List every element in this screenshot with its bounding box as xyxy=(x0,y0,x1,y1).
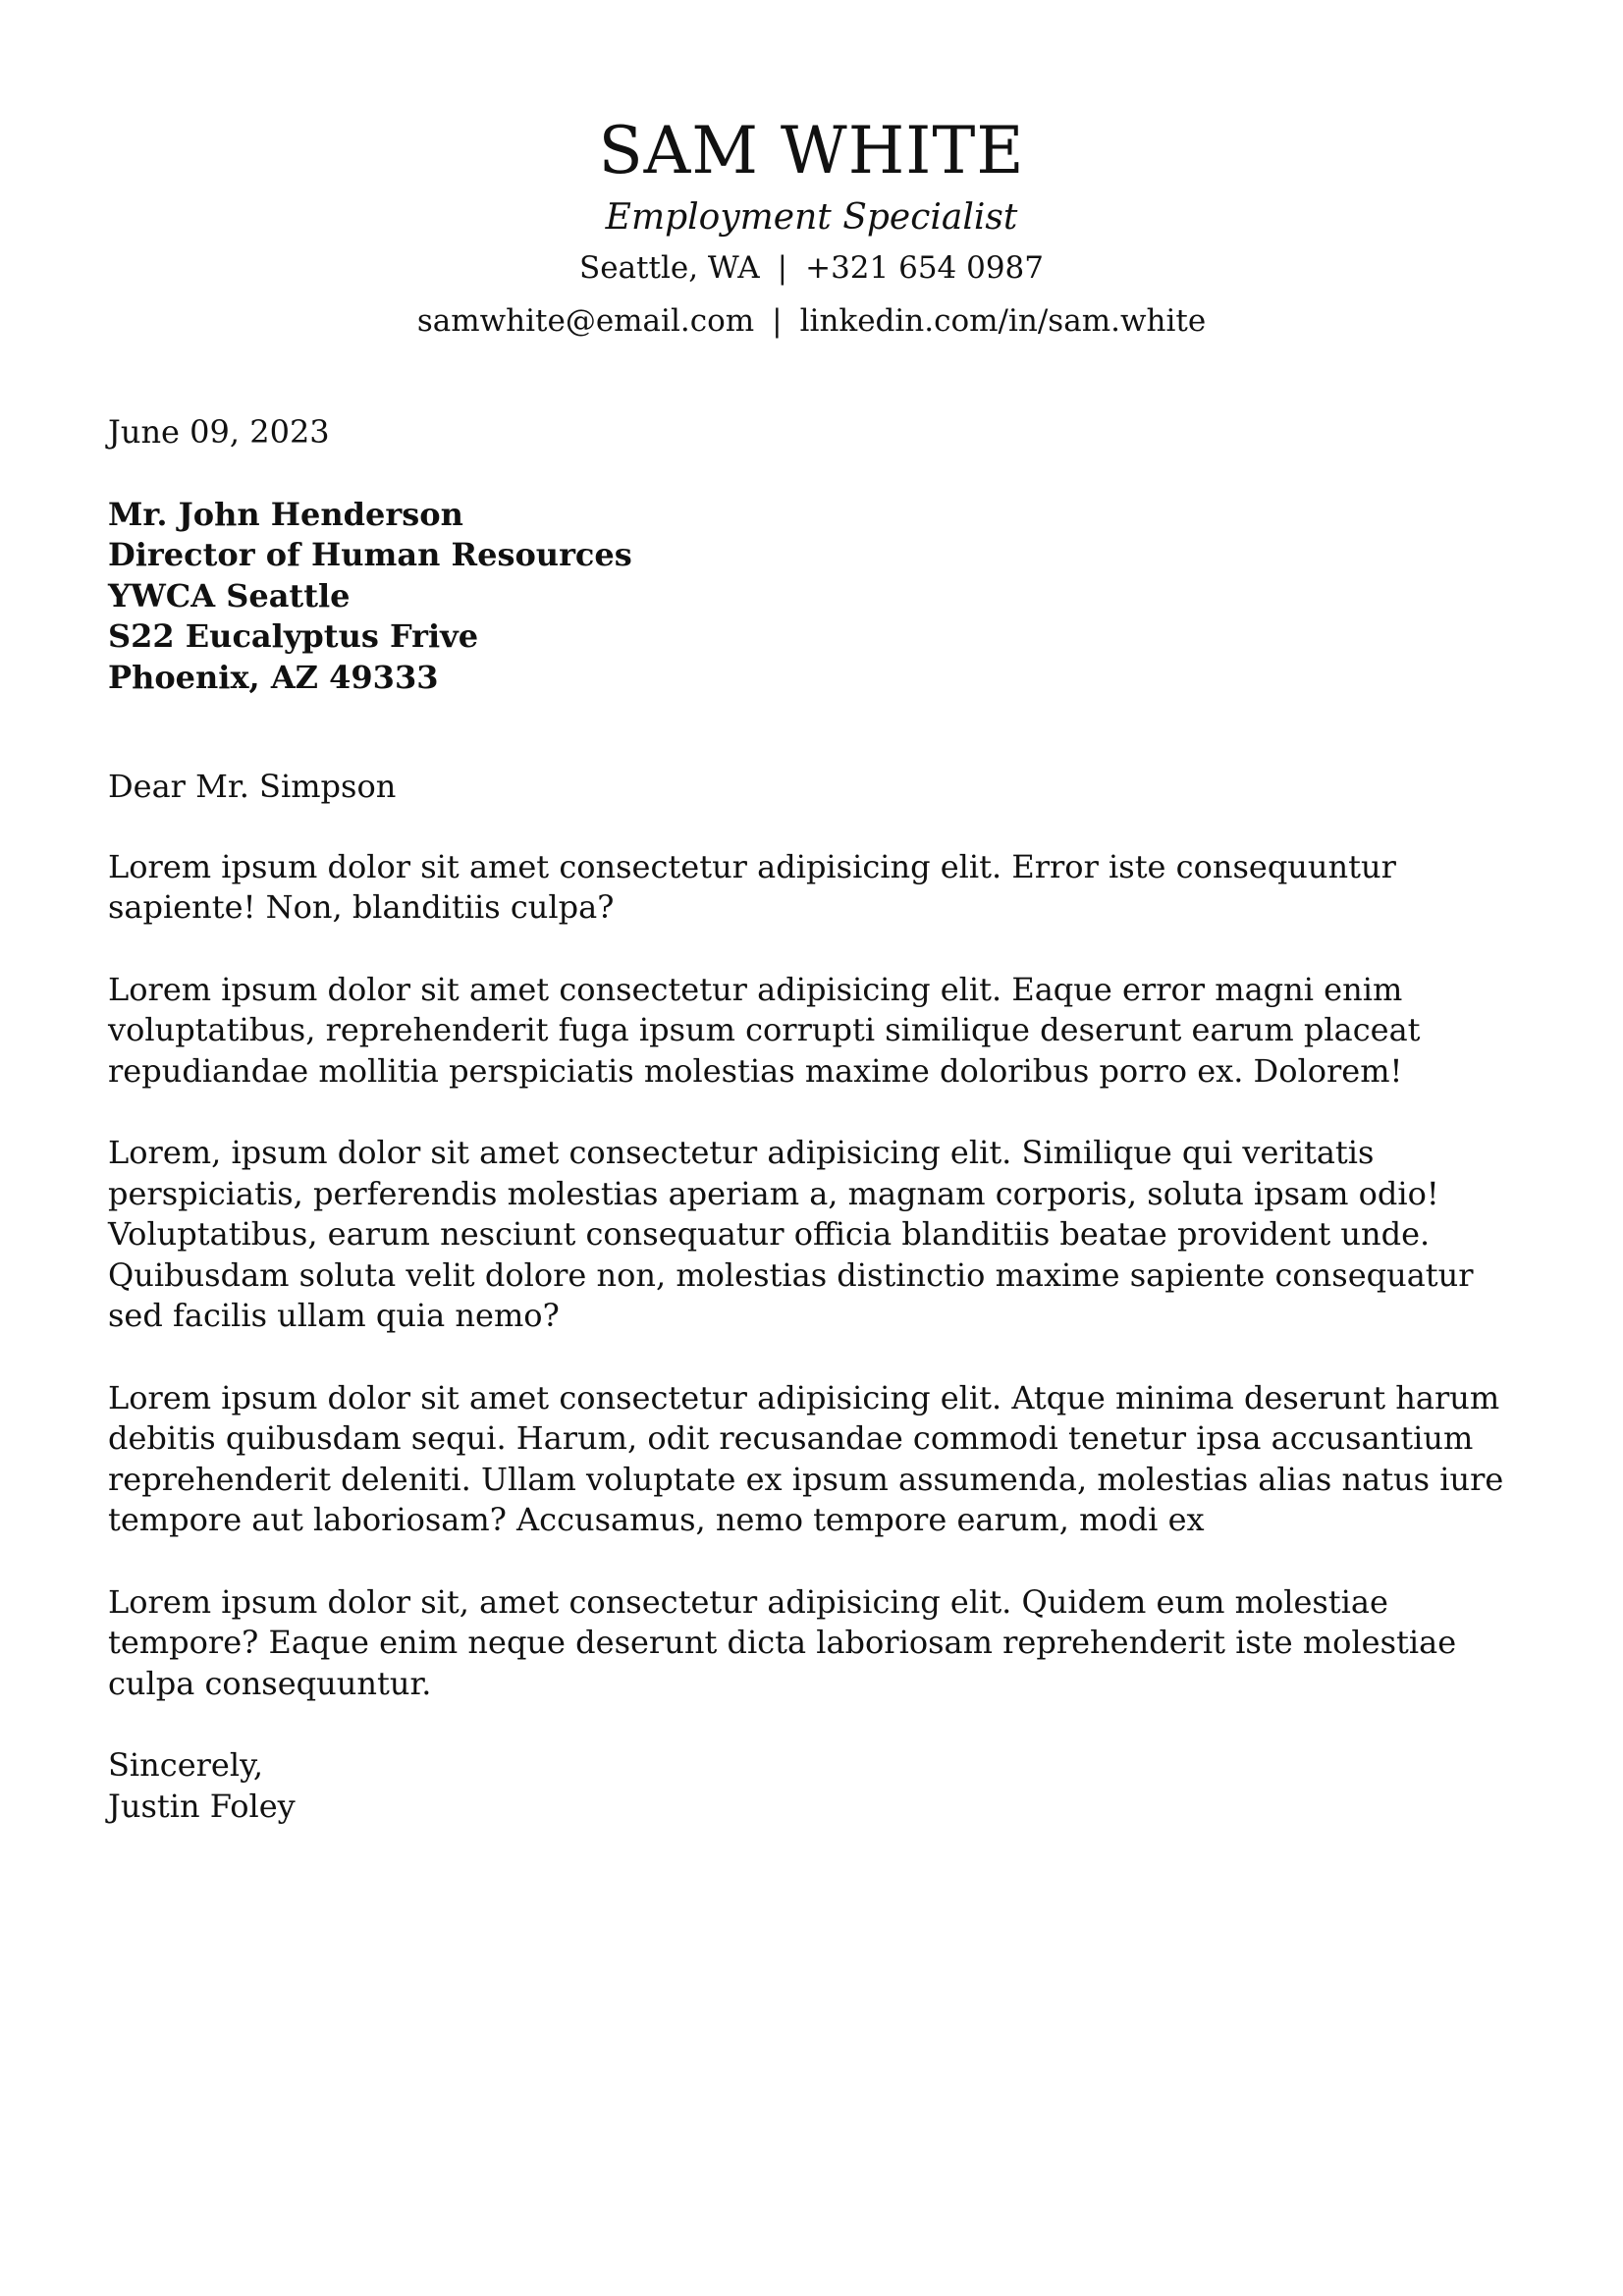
salutation: Dear Mr. Simpson xyxy=(108,768,397,805)
letter-date: June 09, 2023 xyxy=(108,413,330,451)
recipient-block xyxy=(108,495,1522,699)
letter-body xyxy=(108,412,1522,1827)
recipient-street: S22 Eucalyptus Frive xyxy=(108,617,479,655)
letter-header xyxy=(0,110,1623,347)
location-text: Seattle, WA xyxy=(578,250,760,286)
email-text: samwhite@email.com xyxy=(416,303,755,339)
phone-text: +321 654 0987 xyxy=(805,250,1045,286)
contact-line-location-phone xyxy=(0,241,1623,294)
paragraph-1: Lorem ipsum dolor sit amet consectetur adipisicing elit. Error iste consequuntur sapiente! Non, blanditiis culpa? xyxy=(108,847,1396,926)
contact-separator: | xyxy=(777,250,788,286)
paragraph-3: Lorem, ipsum dolor sit amet consectetur adipisicing elit. Similique qui veritatis perspiciatis, perferendis molestias aperiam a, magnam corporis, soluta ipsam odio! Voluptatibus, earum nesciunt consequatur officia blanditiis beatae provident unde. Quibusdam soluta velit dolore non, molestias distinctio maxime sapiente consequatur sed facilis ullam quia nemo? xyxy=(108,1134,1474,1334)
contact-line-email-linkedin xyxy=(0,294,1623,347)
recipient-city: Phoenix, AZ 49333 xyxy=(108,658,439,696)
closing-text: Sincerely, xyxy=(108,1746,264,1784)
contact-separator: | xyxy=(772,303,783,339)
closing-block xyxy=(108,1745,1522,1827)
applicant-title: Employment Specialist xyxy=(605,197,1018,238)
recipient-position: Director of Human Resources xyxy=(108,536,632,573)
signature-name: Justin Foley xyxy=(108,1787,296,1825)
paragraph-5: Lorem ipsum dolor sit, amet consectetur adipisicing elit. Quidem eum molestiae tempore? Eaque enim neque deserunt dicta laboriosam reprehenderit iste molestiae culpa consequuntur. xyxy=(108,1582,1457,1702)
recipient-organization: YWCA Seattle xyxy=(108,576,351,614)
applicant-name: SAM WHITE xyxy=(598,113,1025,188)
recipient-name: Mr. John Henderson xyxy=(108,495,463,533)
linkedin-text: linkedin.com/in/sam.white xyxy=(799,303,1207,339)
paragraph-4: Lorem ipsum dolor sit amet consectetur adipisicing elit. Atque minima deserunt harum debitis quibusdam sequi. Harum, odit recusandae commodi tenetur ipsa accusantium reprehenderit deleniti. Ullam voluptate ex ipsum assumenda, molestias alias natus iure tempore aut laboriosam? Accusamus, nemo tempore earum, modi ex xyxy=(108,1378,1504,1538)
paragraph-2: Lorem ipsum dolor sit amet consectetur adipisicing elit. Eaque error magni enim voluptatibus, reprehenderit fuga ipsum corrupti similique deserunt earum placeat repudiandae mollitia perspiciatis molestias maxime doloribus porro ex. Dolorem! xyxy=(108,970,1421,1090)
